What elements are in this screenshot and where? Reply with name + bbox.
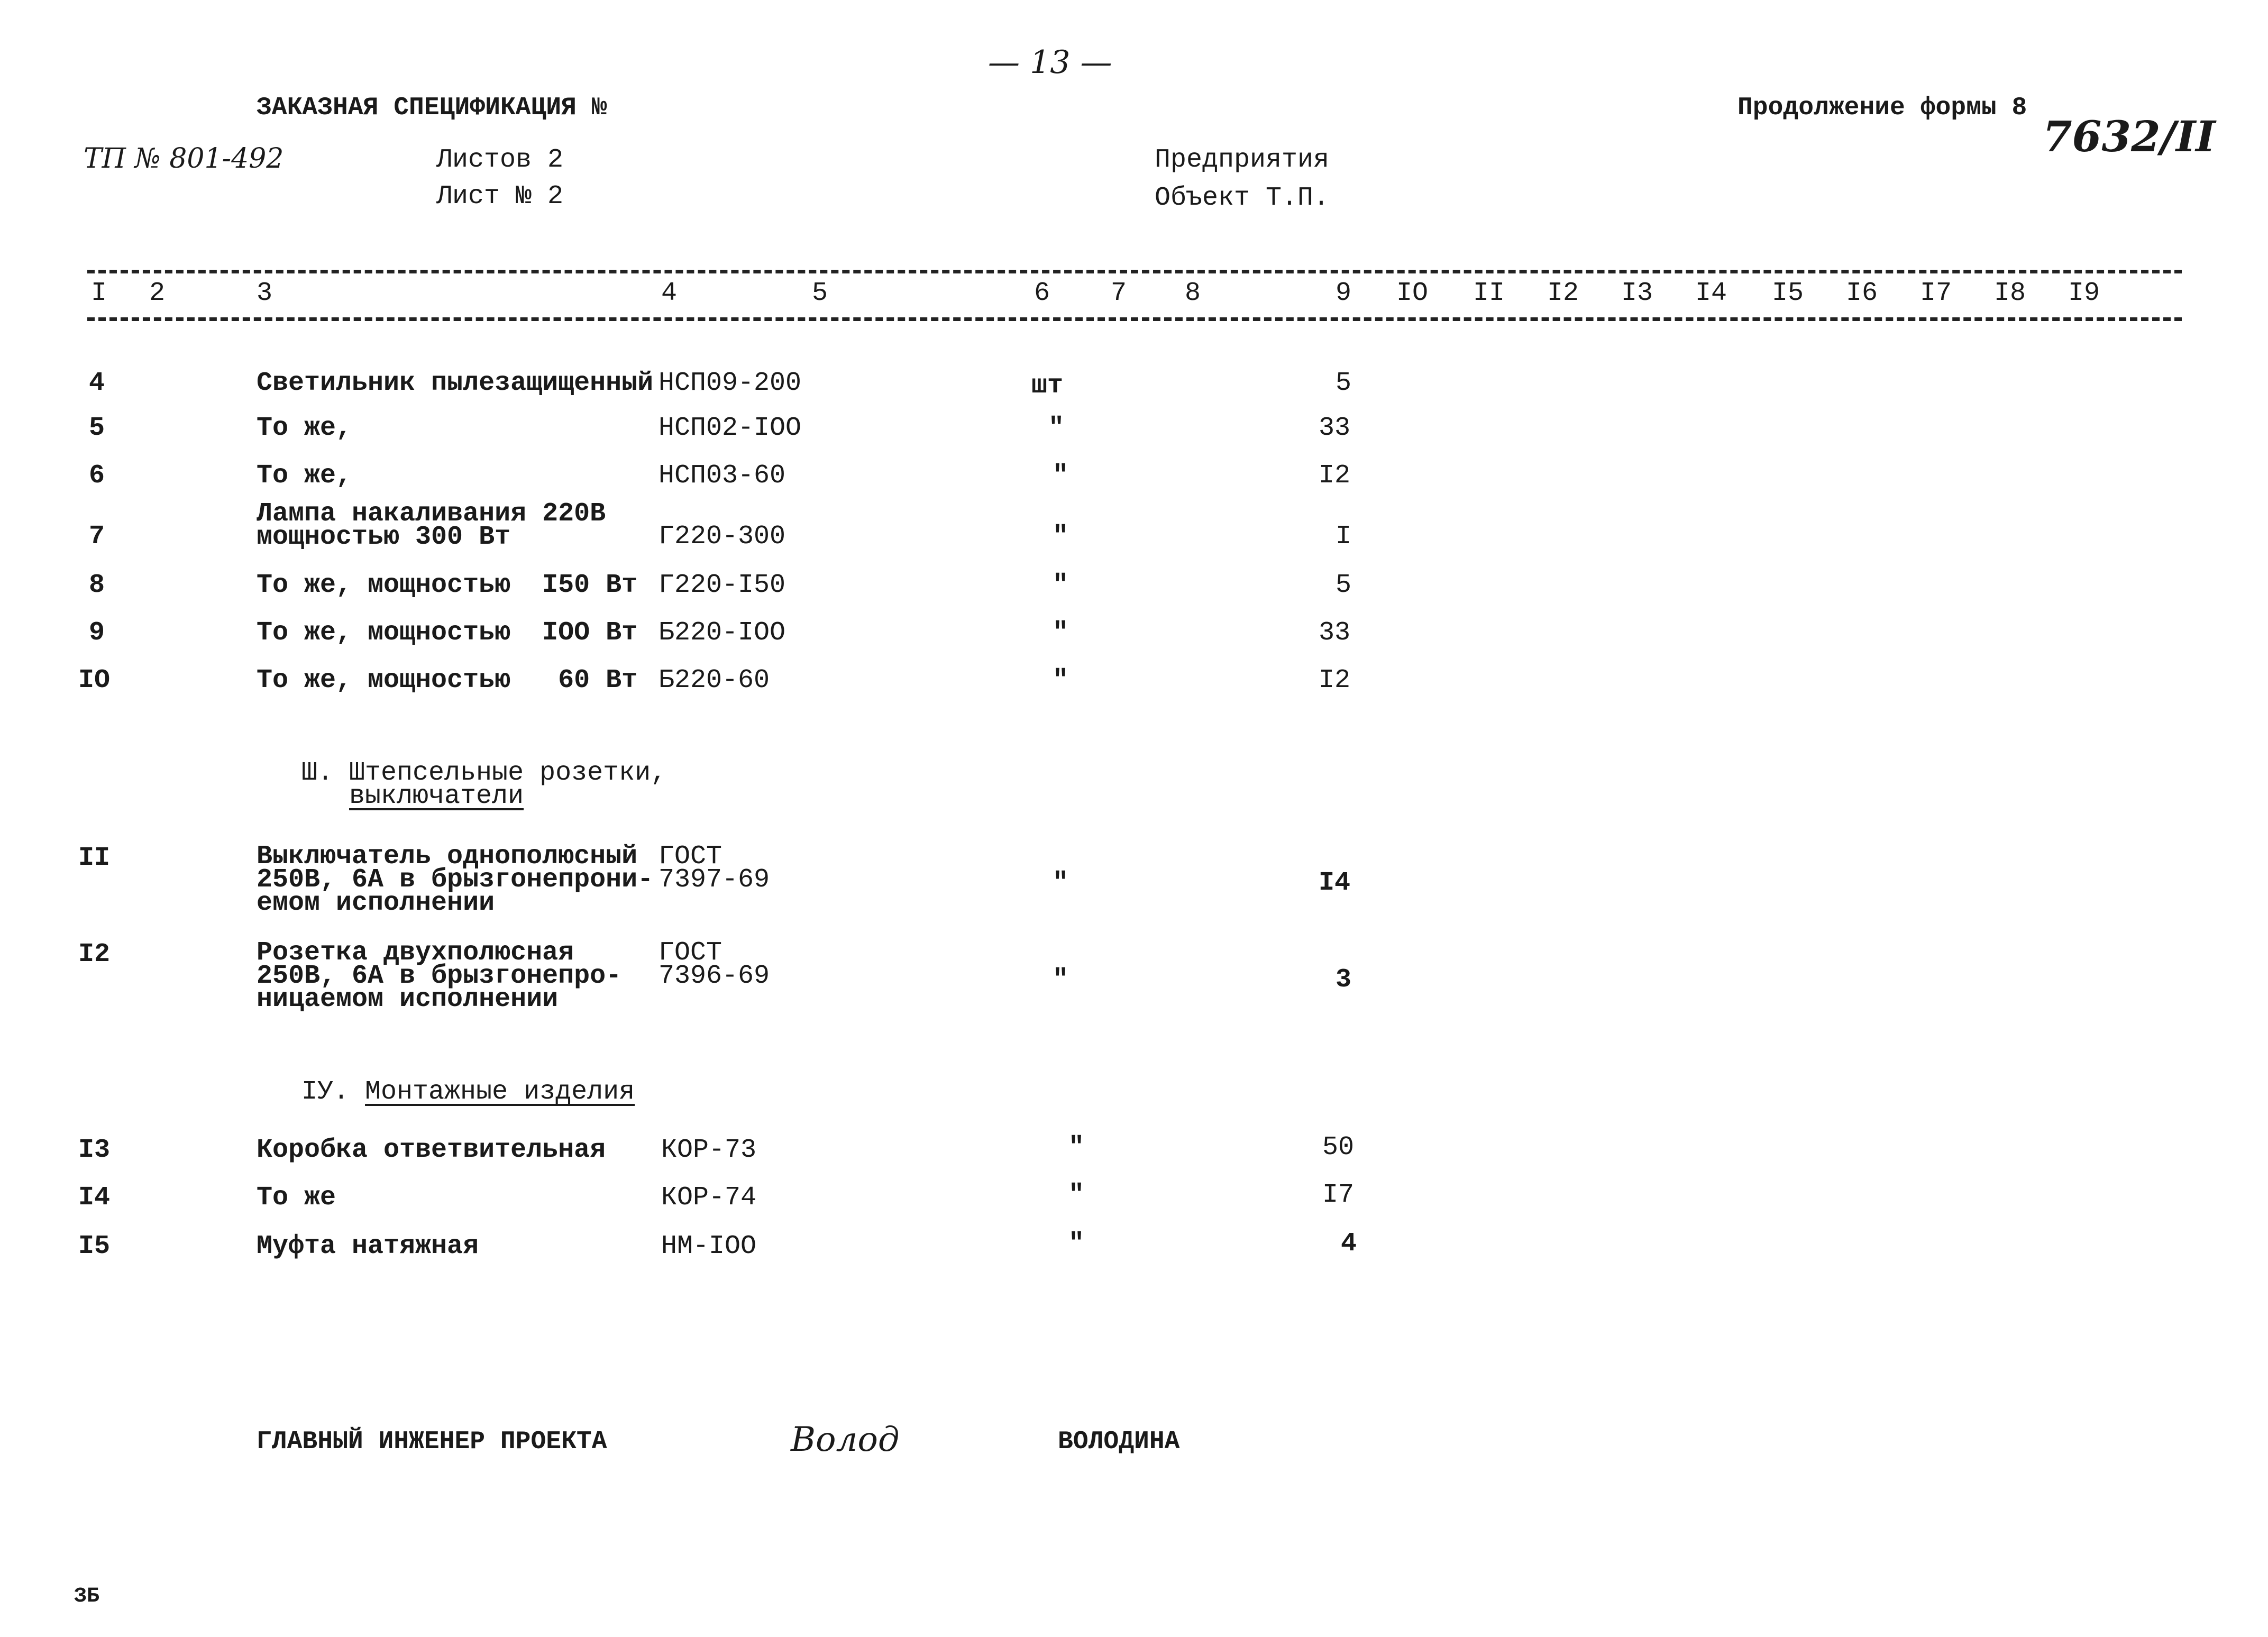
- row-number: I4: [78, 1183, 111, 1213]
- document-code: 7632/II: [2043, 112, 2216, 161]
- item-unit: ": [1053, 965, 1069, 995]
- item-type: КОР-73: [661, 1135, 757, 1165]
- item-name: Розетка двухполюсная 250В, 6А в брызгонепро- ницаемом исполнении: [257, 938, 622, 1014]
- sheet-count: Листов 2: [436, 145, 564, 175]
- row-number: II: [78, 843, 111, 873]
- column-number: I2: [1547, 278, 1579, 308]
- item-quantity: 5: [1336, 368, 1352, 398]
- item-unit: ": [1053, 618, 1069, 648]
- item-unit: ": [1068, 1180, 1085, 1210]
- item-type: ГОСТ 7396-69: [659, 938, 770, 991]
- row-number: 6: [89, 461, 105, 491]
- item-unit: шт: [1031, 371, 1064, 401]
- item-type: НСП02-IOO: [659, 413, 802, 443]
- row-number: 7: [89, 522, 105, 552]
- item-name: То же,: [257, 413, 352, 443]
- column-number: 3: [257, 278, 273, 308]
- document-title: ЗАКАЗНАЯ СПЕЦИФИКАЦИЯ №: [257, 94, 607, 122]
- section-heading-prefix: IУ.: [301, 1077, 365, 1107]
- column-number: 6: [1034, 278, 1050, 308]
- item-name: Лампа накаливания 220В мощностью 300 Вт: [257, 499, 606, 552]
- item-name: То же,: [257, 461, 352, 491]
- column-number: I8: [1994, 278, 2026, 308]
- column-number: 8: [1185, 278, 1201, 308]
- item-unit: ": [1053, 665, 1069, 696]
- item-unit: ": [1053, 868, 1069, 898]
- item-quantity: 33: [1319, 618, 1351, 648]
- item-unit: ": [1053, 522, 1069, 552]
- row-number: I5: [78, 1231, 111, 1261]
- item-unit: ": [1068, 1229, 1085, 1259]
- corner-mark: ЗБ: [74, 1585, 100, 1608]
- item-type: Г220-I50: [659, 570, 786, 600]
- signatory-name: ВОЛОДИНА: [1058, 1428, 1180, 1456]
- item-name: То же, мощностью I50 Вт: [257, 570, 638, 600]
- signature: Волод: [791, 1420, 900, 1459]
- column-number: 2: [149, 278, 166, 308]
- item-type: Б220-IOO: [659, 618, 786, 648]
- item-name: Выключатель однополюсный 250В, 6А в брызгонепрони- емом исполнении: [257, 842, 654, 918]
- page-number: — 13 —: [988, 44, 1112, 81]
- row-number: I3: [78, 1135, 111, 1165]
- item-unit: ": [1053, 570, 1069, 600]
- header-top-rule: [87, 270, 2182, 273]
- item-quantity: 3: [1336, 965, 1352, 995]
- sheet-number: Лист № 2: [436, 181, 564, 212]
- signatory-role: ГЛАВНЫЙ ИНЖЕНЕР ПРОЕКТА: [257, 1428, 607, 1456]
- item-name: Светильник пылезащищенный: [257, 368, 654, 398]
- item-type: Б220-60: [659, 665, 770, 696]
- column-number: I3: [1621, 278, 1653, 308]
- section-heading-prefix: Ш. Штепсельные розетки,: [301, 758, 667, 788]
- column-number: I5: [1772, 278, 1804, 308]
- item-quantity: 33: [1319, 413, 1351, 443]
- item-unit: ": [1048, 413, 1065, 443]
- column-number: IO: [1396, 278, 1429, 308]
- item-name: Муфта натяжная: [257, 1231, 479, 1261]
- object-label: Объект Т.П.: [1155, 183, 1330, 213]
- item-type: Г220-300: [659, 522, 786, 552]
- row-number: 9: [89, 618, 105, 648]
- column-number: I7: [1920, 278, 1952, 308]
- column-number: I9: [2068, 278, 2100, 308]
- form-continuation: Продолжение формы 8: [1737, 94, 2027, 122]
- item-name: То же: [257, 1183, 336, 1213]
- item-quantity: I4: [1319, 868, 1351, 898]
- column-number: I: [91, 278, 107, 308]
- item-type: НСП09-200: [659, 368, 802, 398]
- item-type: КОР-74: [661, 1183, 757, 1213]
- item-quantity: I7: [1322, 1180, 1355, 1210]
- item-name: Коробка ответвительная: [257, 1135, 606, 1165]
- column-number: 4: [661, 278, 678, 308]
- row-number: 4: [89, 368, 105, 398]
- item-quantity: I2: [1319, 461, 1351, 491]
- section-heading-underlined: Монтажные изделия: [365, 1077, 635, 1107]
- item-quantity: I: [1336, 522, 1352, 552]
- item-quantity: I2: [1319, 665, 1351, 696]
- item-quantity: 5: [1336, 570, 1352, 600]
- item-unit: ": [1068, 1132, 1085, 1163]
- section-heading: [301, 1079, 635, 1105]
- item-unit: ": [1053, 461, 1069, 491]
- column-number: II: [1473, 278, 1505, 308]
- item-quantity: 4: [1341, 1229, 1357, 1259]
- item-type: ГОСТ 7397-69: [659, 842, 770, 895]
- item-name: То же, мощностью 60 Вт: [257, 665, 638, 696]
- row-number: 8: [89, 570, 105, 600]
- row-number: 5: [89, 413, 105, 443]
- enterprise-label: Предприятия: [1155, 145, 1330, 175]
- project-number: ТП № 801-492: [84, 143, 284, 175]
- column-number: I4: [1695, 278, 1727, 308]
- item-type: НСП03-60: [659, 461, 786, 491]
- row-number: I2: [78, 939, 111, 970]
- column-number: 5: [812, 278, 828, 308]
- item-type: НМ-IOO: [661, 1231, 757, 1261]
- column-number: I6: [1846, 278, 1878, 308]
- item-name: То же, мощностью IOO Вт: [257, 618, 638, 648]
- header-bottom-rule: [87, 317, 2182, 321]
- item-quantity: 50: [1322, 1132, 1355, 1163]
- row-number: IO: [78, 665, 111, 696]
- section-heading: [301, 758, 667, 811]
- column-number: 9: [1336, 278, 1352, 308]
- column-number: 7: [1111, 278, 1127, 308]
- section-heading-underlined: выключатели: [349, 781, 524, 811]
